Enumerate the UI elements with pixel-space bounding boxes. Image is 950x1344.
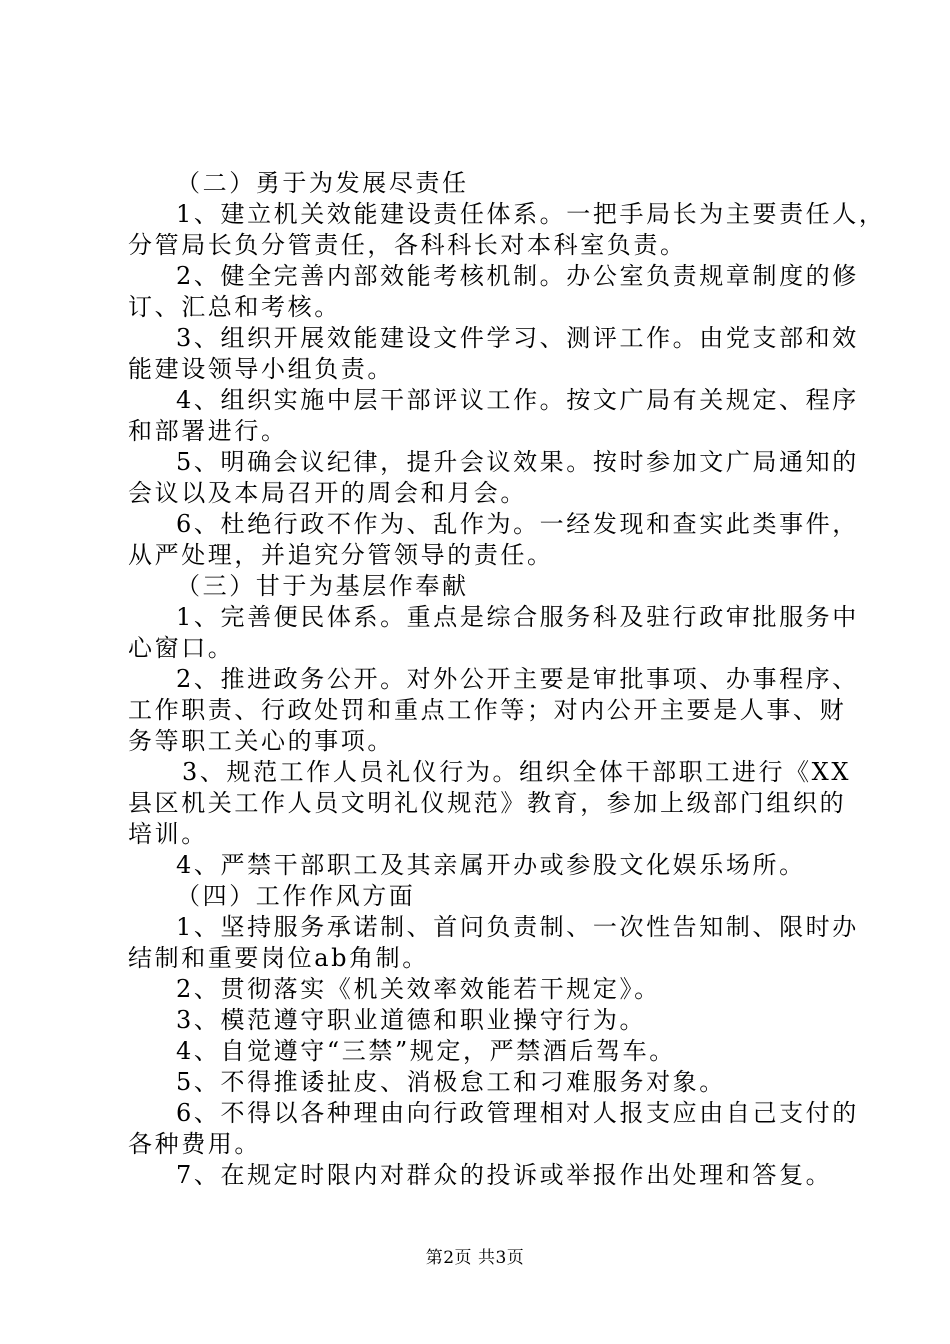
paragraph-line: 会议以及本局召开的周会和月会。: [128, 479, 527, 507]
section-heading: （四）工作作风方面: [176, 882, 416, 910]
paragraph-line: 务等职工关心的事项。: [128, 727, 394, 755]
paragraph-line: 7、在规定时限内对群众的投诉或举报作出处理和答复。: [176, 1161, 833, 1189]
paragraph-line: 各种费用。: [128, 1130, 261, 1158]
paragraph-line: 结制和重要岗位ab角制。: [128, 944, 429, 972]
paragraph-line: 4、严禁干部职工及其亲属开办或参股文化娱乐场所。: [176, 851, 806, 879]
paragraph-line: 2、贯彻落实《机关效率效能若干规定》。: [176, 975, 661, 1003]
paragraph-line: 3、规范工作人员礼仪行为。组织全体干部职工进行《XX: [182, 758, 852, 786]
paragraph-line: 1、建立机关效能建设责任体系。一把手局长为主要责任人，: [176, 200, 886, 228]
paragraph-line: 分管局长负分管责任，各科科长对本科室负责。: [128, 231, 687, 259]
paragraph-line: 培训。: [128, 820, 208, 848]
paragraph-line: 5、明确会议纪律，提升会议效果。按时参加文广局通知的: [176, 448, 859, 476]
paragraph-line: 工作职责、行政处罚和重点工作等；对内公开主要是人事、财: [128, 696, 847, 724]
paragraph-line: 2、健全完善内部效能考核机制。办公室负责规章制度的修: [176, 262, 859, 290]
paragraph-line: 3、组织开展效能建设文件学习、测评工作。由党支部和效: [176, 324, 859, 352]
section-heading: （三）甘于为基层作奉献: [176, 572, 469, 600]
paragraph-line: 2、推进政务公开。对外公开主要是审批事项、办事程序、: [176, 665, 859, 693]
paragraph-line: 6、杜绝行政不作为、乱作为。一经发现和查实此类事件，: [176, 510, 859, 538]
paragraph-line: 4、自觉遵守“三禁”规定，严禁酒后驾车。: [176, 1037, 676, 1065]
paragraph-line: 1、完善便民体系。重点是综合服务科及驻行政审批服务中: [176, 603, 859, 631]
paragraph-line: 订、汇总和考核。: [128, 293, 341, 321]
paragraph-line: 6、不得以各种理由向行政管理相对人报支应由自己支付的: [176, 1099, 859, 1127]
paragraph-line: 4、组织实施中层干部评议工作。按文广局有关规定、程序: [176, 386, 859, 414]
paragraph-line: 能建设领导小组负责。: [128, 355, 394, 383]
section-heading: （二）勇于为发展尽责任: [176, 169, 469, 197]
paragraph-line: 5、不得推诿扯皮、消极怠工和刁难服务对象。: [176, 1068, 726, 1096]
paragraph-line: 从严处理，并追究分管领导的责任。: [128, 541, 554, 569]
paragraph-line: 心窗口。: [128, 634, 235, 662]
document-body: [128, 168, 886, 1191]
page-footer: 第2页 共3页: [425, 1248, 525, 1268]
paragraph-line: 1、坚持服务承诺制、首问负责制、一次性告知制、限时办: [176, 913, 859, 941]
paragraph-line: 和部署进行。: [128, 417, 288, 445]
paragraph-line: 3、模范遵守职业道德和职业操守行为。: [176, 1006, 647, 1034]
paragraph-line: 县区机关工作人员文明礼仪规范》教育，参加上级部门组织的: [128, 789, 847, 817]
